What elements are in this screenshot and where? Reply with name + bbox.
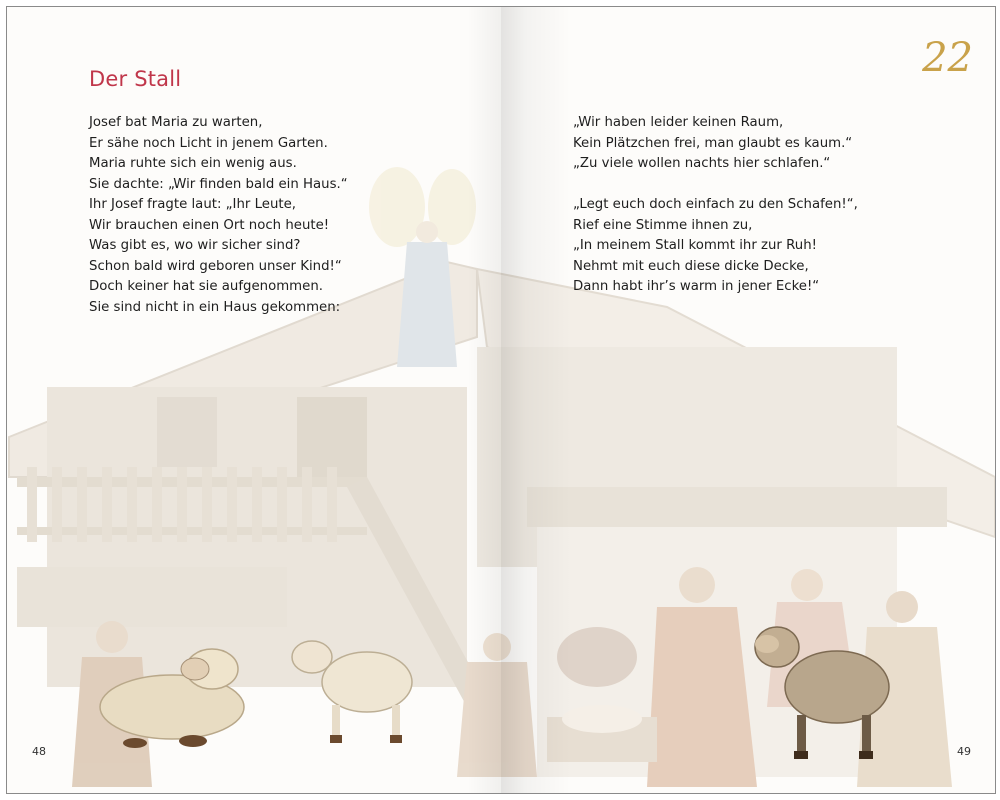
poem-line: Maria ruhte sich ein wenig aus. <box>89 156 297 171</box>
page-number-right: 49 <box>957 745 971 758</box>
poem-line: Er sähe noch Licht in jenem Garten. <box>89 135 328 151</box>
poem-line: Rief eine Stimme ihnen zu, <box>573 217 753 233</box>
poem-line: Was gibt es, wo wir sicher sind? <box>89 238 301 253</box>
poem-line: Dann habt ihr’s warm in jener Ecke!“ <box>573 279 820 294</box>
poem-line: Nehmt mit euch diese dicke Decke, <box>573 258 809 274</box>
poem-line: Doch keiner hat sie aufgenommen. <box>89 279 323 294</box>
poem-line: „In meinem Stall kommt ihr zur Ruh! <box>573 238 817 253</box>
poem-line: Sie sind nicht in ein Haus gekommen: <box>89 299 341 315</box>
poem-line: Josef bat Maria zu warten, <box>89 115 263 130</box>
poem-line: Sie dachte: „Wir finden bald ein Haus.“ <box>89 176 348 192</box>
page-number-left: 48 <box>32 745 46 758</box>
stanza-break <box>573 175 858 196</box>
chapter-number: 22 <box>922 35 973 81</box>
poem-line: „Wir haben leider keinen Raum, <box>573 115 784 130</box>
poem-line: „Legt euch doch einfach zu den Schafen!“, <box>573 197 858 212</box>
poem-line: Ihr Josef fragte laut: „Ihr Leute, <box>89 197 296 212</box>
poem-line: „Zu viele wollen nachts hier schlafen.“ <box>573 156 831 171</box>
page-title: Der Stall <box>89 67 182 91</box>
poem-line: Kein Plätzchen frei, man glaubt es kaum.“ <box>573 135 853 151</box>
right-page <box>501 7 995 793</box>
poem-text-left <box>89 113 348 318</box>
poem-line: Wir brauchen einen Ort noch heute! <box>89 217 330 233</box>
poem-text-right <box>573 113 858 298</box>
left-page <box>7 7 501 793</box>
poem-line: Schon bald wird geboren unser Kind!“ <box>89 258 342 274</box>
book-spread <box>6 6 996 794</box>
